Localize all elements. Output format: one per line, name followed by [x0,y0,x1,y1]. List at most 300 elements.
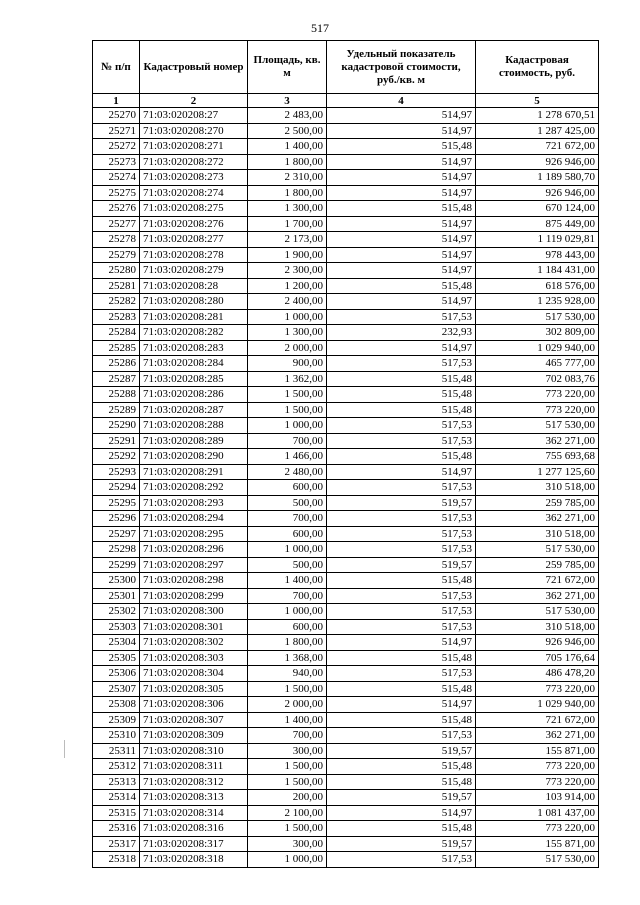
cadastral-number-cell: 71:03:020208:300 [140,604,248,620]
row-number-cell: 25282 [93,294,140,310]
unit-value-cell: 517,53 [327,356,476,372]
cadastral-value-cell: 721 672,00 [476,712,599,728]
unit-value-cell: 514,97 [327,294,476,310]
area-cell: 1 700,00 [248,216,327,232]
table-row [93,464,599,480]
cadastral-number-cell: 71:03:020208:294 [140,511,248,527]
cadastral-number-cell: 71:03:020208:314 [140,805,248,821]
row-number-cell: 25278 [93,232,140,248]
row-number-cell: 25280 [93,263,140,279]
row-number-cell: 25270 [93,108,140,124]
header-cadastral-value: Кадастровая стоимость, руб. [476,41,599,94]
cadastral-number-cell: 71:03:020208:273 [140,170,248,186]
area-cell: 1 300,00 [248,201,327,217]
table-row [93,340,599,356]
table-row [93,774,599,790]
area-cell: 2 483,00 [248,108,327,124]
area-cell: 1 000,00 [248,309,327,325]
row-number-cell: 25286 [93,356,140,372]
cadastral-value-cell: 721 672,00 [476,573,599,589]
cadastral-number-cell: 71:03:020208:316 [140,821,248,837]
cadastral-number-cell: 71:03:020208:299 [140,588,248,604]
cadastral-number-cell: 71:03:020208:290 [140,449,248,465]
row-number-cell: 25275 [93,185,140,201]
row-number-cell: 25296 [93,511,140,527]
area-cell: 700,00 [248,728,327,744]
cadastral-number-cell: 71:03:020208:301 [140,619,248,635]
row-number-cell: 25300 [93,573,140,589]
cadastral-value-cell: 926 946,00 [476,185,599,201]
area-cell: 1 800,00 [248,185,327,201]
cadastral-value-cell: 1 119 029,81 [476,232,599,248]
unit-value-cell: 517,53 [327,619,476,635]
cadastral-value-cell: 773 220,00 [476,387,599,403]
row-number-cell: 25290 [93,418,140,434]
cadastral-value-cell: 773 220,00 [476,759,599,775]
unit-value-cell: 515,48 [327,573,476,589]
table-row [93,433,599,449]
table-row [93,821,599,837]
cadastral-number-cell: 71:03:020208:297 [140,557,248,573]
table-row [93,185,599,201]
cadastral-value-cell: 517 530,00 [476,418,599,434]
cadastral-number-cell: 71:03:020208:285 [140,371,248,387]
row-number-cell: 25276 [93,201,140,217]
row-number-cell: 25292 [93,449,140,465]
area-cell: 700,00 [248,433,327,449]
cadastral-value-cell: 1 081 437,00 [476,805,599,821]
header-row-number: № п/п [93,41,140,94]
area-cell: 2 100,00 [248,805,327,821]
table-row [93,635,599,651]
cadastral-number-cell: 71:03:020208:295 [140,526,248,542]
cadastral-number-cell: 71:03:020208:306 [140,697,248,713]
cadastral-value-cell: 517 530,00 [476,542,599,558]
table-row [93,573,599,589]
table-row [93,247,599,263]
table-row [93,387,599,403]
cadastral-number-cell: 71:03:020208:279 [140,263,248,279]
row-number-cell: 25318 [93,852,140,868]
cadastral-number-cell: 71:03:020208:292 [140,480,248,496]
area-cell: 2 500,00 [248,123,327,139]
area-cell: 500,00 [248,495,327,511]
row-number-cell: 25281 [93,278,140,294]
area-cell: 1 500,00 [248,402,327,418]
area-cell: 2 480,00 [248,464,327,480]
header-area: Площадь, кв. м [248,41,327,94]
cadastral-value-cell: 155 871,00 [476,836,599,852]
unit-value-cell: 517,53 [327,728,476,744]
column-number: 3 [248,94,327,108]
cadastral-number-cell: 71:03:020208:277 [140,232,248,248]
table-row [93,728,599,744]
cadastral-value-cell: 465 777,00 [476,356,599,372]
cadastral-number-cell: 71:03:020208:280 [140,294,248,310]
unit-value-cell: 514,97 [327,185,476,201]
table-row [93,294,599,310]
unit-value-cell: 514,97 [327,232,476,248]
area-cell: 1 500,00 [248,774,327,790]
cadastral-value-cell: 1 235 928,00 [476,294,599,310]
cadastral-value-cell: 618 576,00 [476,278,599,294]
table-row [93,712,599,728]
area-cell: 1 400,00 [248,712,327,728]
area-cell: 1 400,00 [248,573,327,589]
cadastral-number-cell: 71:03:020208:271 [140,139,248,155]
header-cadastral-number: Кадастровый номер [140,41,248,94]
unit-value-cell: 515,48 [327,371,476,387]
row-number-cell: 25279 [93,247,140,263]
area-cell: 2 173,00 [248,232,327,248]
table-row [93,480,599,496]
cadastral-number-cell: 71:03:020208:288 [140,418,248,434]
area-cell: 2 400,00 [248,294,327,310]
area-cell: 600,00 [248,526,327,542]
unit-value-cell: 515,48 [327,650,476,666]
area-cell: 300,00 [248,743,327,759]
row-number-cell: 25304 [93,635,140,651]
row-number-cell: 25287 [93,371,140,387]
cadastral-value-cell: 103 914,00 [476,790,599,806]
cadastral-value-cell: 1 189 580,70 [476,170,599,186]
table-row [93,402,599,418]
column-number: 5 [476,94,599,108]
table-body [93,108,599,868]
cadastral-number-cell: 71:03:020208:287 [140,402,248,418]
row-number-cell: 25285 [93,340,140,356]
unit-value-cell: 519,57 [327,495,476,511]
cadastral-value-cell: 705 176,64 [476,650,599,666]
cadastral-number-cell: 71:03:020208:286 [140,387,248,403]
area-cell: 700,00 [248,511,327,527]
table-row [93,805,599,821]
unit-value-cell: 515,48 [327,201,476,217]
unit-value-cell: 515,48 [327,139,476,155]
cadastral-number-cell: 71:03:020208:304 [140,666,248,682]
area-cell: 1 400,00 [248,139,327,155]
unit-value-cell: 519,57 [327,743,476,759]
row-number-cell: 25305 [93,650,140,666]
row-number-cell: 25306 [93,666,140,682]
cadastral-value-cell: 310 518,00 [476,526,599,542]
row-number-cell: 25312 [93,759,140,775]
area-cell: 200,00 [248,790,327,806]
row-number-cell: 25291 [93,433,140,449]
row-number-cell: 25309 [93,712,140,728]
cadastral-number-cell: 71:03:020208:298 [140,573,248,589]
area-cell: 1 000,00 [248,542,327,558]
unit-value-cell: 515,48 [327,774,476,790]
area-cell: 600,00 [248,619,327,635]
unit-value-cell: 515,48 [327,681,476,697]
row-number-cell: 25284 [93,325,140,341]
cadastral-value-cell: 773 220,00 [476,774,599,790]
area-cell: 700,00 [248,588,327,604]
area-cell: 1 500,00 [248,759,327,775]
margin-mark [64,740,65,758]
table-row [93,759,599,775]
cadastral-value-cell: 155 871,00 [476,743,599,759]
cadastral-number-cell: 71:03:020208:303 [140,650,248,666]
area-cell: 1 368,00 [248,650,327,666]
table-row [93,542,599,558]
table-row [93,371,599,387]
cadastral-value-cell: 362 271,00 [476,728,599,744]
row-number-cell: 25298 [93,542,140,558]
table-row [93,449,599,465]
cadastral-number-cell: 71:03:020208:291 [140,464,248,480]
unit-value-cell: 514,97 [327,805,476,821]
cadastral-value-cell: 1 029 940,00 [476,340,599,356]
row-number-cell: 25288 [93,387,140,403]
unit-value-cell: 519,57 [327,836,476,852]
table-row [93,511,599,527]
area-cell: 1 362,00 [248,371,327,387]
cadastral-number-cell: 71:03:020208:310 [140,743,248,759]
row-number-cell: 25303 [93,619,140,635]
cadastral-number-cell: 71:03:020208:305 [140,681,248,697]
row-number-cell: 25301 [93,588,140,604]
row-number-cell: 25295 [93,495,140,511]
cadastral-number-cell: 71:03:020208:283 [140,340,248,356]
area-cell: 600,00 [248,480,327,496]
row-number-cell: 25311 [93,743,140,759]
area-cell: 500,00 [248,557,327,573]
unit-value-cell: 514,97 [327,697,476,713]
cadastral-value-cell: 517 530,00 [476,604,599,620]
area-cell: 2 000,00 [248,340,327,356]
table-row [93,604,599,620]
area-cell: 1 500,00 [248,821,327,837]
cadastral-value-cell: 978 443,00 [476,247,599,263]
area-cell: 2 300,00 [248,263,327,279]
area-cell: 1 000,00 [248,852,327,868]
cadastral-value-cell: 926 946,00 [476,154,599,170]
cadastral-number-cell: 71:03:020208:270 [140,123,248,139]
area-cell: 1 300,00 [248,325,327,341]
table-row [93,418,599,434]
row-number-cell: 25307 [93,681,140,697]
unit-value-cell: 517,53 [327,480,476,496]
row-number-cell: 25272 [93,139,140,155]
unit-value-cell: 517,53 [327,309,476,325]
cadastral-value-cell: 755 693,68 [476,449,599,465]
row-number-cell: 25314 [93,790,140,806]
table-row [93,154,599,170]
cadastral-value-cell: 517 530,00 [476,852,599,868]
table-row [93,263,599,279]
unit-value-cell: 514,97 [327,154,476,170]
table-row [93,588,599,604]
cadastral-value-cell: 1 277 125,60 [476,464,599,480]
cadastral-value-cell: 1 287 425,00 [476,123,599,139]
cadastral-value-cell: 310 518,00 [476,619,599,635]
unit-value-cell: 517,53 [327,526,476,542]
area-cell: 2 310,00 [248,170,327,186]
cadastral-number-cell: 71:03:020208:302 [140,635,248,651]
table-row [93,666,599,682]
row-number-cell: 25316 [93,821,140,837]
unit-value-cell: 517,53 [327,511,476,527]
cadastral-number-cell: 71:03:020208:293 [140,495,248,511]
header-unit-value: Удельный показатель кадастровой стоимости, руб./кв. м [327,41,476,94]
cadastral-value-cell: 773 220,00 [476,821,599,837]
unit-value-cell: 517,53 [327,604,476,620]
table-row [93,681,599,697]
area-cell: 940,00 [248,666,327,682]
unit-value-cell: 514,97 [327,340,476,356]
cadastral-value-cell: 362 271,00 [476,511,599,527]
table-row [93,139,599,155]
table-row [93,619,599,635]
cadastral-number-cell: 71:03:020208:276 [140,216,248,232]
unit-value-cell: 514,97 [327,216,476,232]
area-cell: 2 000,00 [248,697,327,713]
unit-value-cell: 514,97 [327,123,476,139]
unit-value-cell: 232,93 [327,325,476,341]
cadastral-value-cell: 721 672,00 [476,139,599,155]
cadastral-number-cell: 71:03:020208:274 [140,185,248,201]
table-row [93,216,599,232]
cadastral-value-cell: 302 809,00 [476,325,599,341]
unit-value-cell: 515,48 [327,278,476,294]
area-cell: 1 000,00 [248,604,327,620]
area-cell: 900,00 [248,356,327,372]
table-row [93,278,599,294]
unit-value-cell: 519,57 [327,790,476,806]
row-number-cell: 25302 [93,604,140,620]
row-number-cell: 25289 [93,402,140,418]
cadastral-number-cell: 71:03:020208:309 [140,728,248,744]
row-number-cell: 25277 [93,216,140,232]
row-number-cell: 25317 [93,836,140,852]
unit-value-cell: 517,53 [327,666,476,682]
cadastral-number-cell: 71:03:020208:284 [140,356,248,372]
row-number-cell: 25297 [93,526,140,542]
cadastral-number-cell: 71:03:020208:318 [140,852,248,868]
unit-value-cell: 517,53 [327,542,476,558]
unit-value-cell: 515,48 [327,402,476,418]
cadastral-number-cell: 71:03:020208:275 [140,201,248,217]
row-number-cell: 25271 [93,123,140,139]
unit-value-cell: 515,48 [327,821,476,837]
unit-value-cell: 517,53 [327,418,476,434]
unit-value-cell: 517,53 [327,433,476,449]
area-cell: 1 900,00 [248,247,327,263]
unit-value-cell: 517,53 [327,852,476,868]
table-row [93,790,599,806]
cadastral-number-cell: 71:03:020208:278 [140,247,248,263]
row-number-cell: 25283 [93,309,140,325]
table-row [93,170,599,186]
cadastral-value-cell: 773 220,00 [476,402,599,418]
cadastral-value-cell: 517 530,00 [476,309,599,325]
cadastral-value-table [92,40,599,868]
unit-value-cell: 514,97 [327,247,476,263]
table-header-row [93,41,599,94]
table-row [93,557,599,573]
table-row [93,232,599,248]
cadastral-number-cell: 71:03:020208:28 [140,278,248,294]
unit-value-cell: 515,48 [327,759,476,775]
cadastral-value-cell: 259 785,00 [476,495,599,511]
row-number-cell: 25294 [93,480,140,496]
cadastral-value-cell: 1 184 431,00 [476,263,599,279]
table-row [93,836,599,852]
column-number: 2 [140,94,248,108]
table-row [93,309,599,325]
cadastral-number-cell: 71:03:020208:313 [140,790,248,806]
unit-value-cell: 515,48 [327,387,476,403]
cadastral-number-cell: 71:03:020208:296 [140,542,248,558]
area-cell: 1 466,00 [248,449,327,465]
cadastral-number-cell: 71:03:020208:281 [140,309,248,325]
cadastral-number-cell: 71:03:020208:312 [140,774,248,790]
area-cell: 1 000,00 [248,418,327,434]
cadastral-number-cell: 71:03:020208:27 [140,108,248,124]
table-row [93,356,599,372]
area-cell: 1 800,00 [248,635,327,651]
row-number-cell: 25310 [93,728,140,744]
table-row [93,325,599,341]
row-number-cell: 25315 [93,805,140,821]
page-number: 517 [311,21,329,35]
cadastral-number-cell: 71:03:020208:307 [140,712,248,728]
unit-value-cell: 515,48 [327,449,476,465]
table-row [93,852,599,868]
row-number-cell: 25299 [93,557,140,573]
cadastral-value-cell: 310 518,00 [476,480,599,496]
area-cell: 1 800,00 [248,154,327,170]
row-number-cell: 25313 [93,774,140,790]
table-row [93,650,599,666]
cadastral-value-cell: 362 271,00 [476,588,599,604]
table-row [93,526,599,542]
cadastral-value-cell: 670 124,00 [476,201,599,217]
table-row [93,743,599,759]
unit-value-cell: 514,97 [327,464,476,480]
cadastral-value-cell: 1 029 940,00 [476,697,599,713]
cadastral-value-cell: 486 478,20 [476,666,599,682]
row-number-cell: 25293 [93,464,140,480]
row-number-cell: 25308 [93,697,140,713]
row-number-cell: 25273 [93,154,140,170]
table-row [93,697,599,713]
cadastral-value-cell: 875 449,00 [476,216,599,232]
table-row [93,201,599,217]
area-cell: 1 500,00 [248,387,327,403]
cadastral-number-cell: 71:03:020208:317 [140,836,248,852]
cadastral-value-cell: 926 946,00 [476,635,599,651]
row-number-cell: 25274 [93,170,140,186]
column-number-row [93,94,599,108]
column-number: 4 [327,94,476,108]
area-cell: 1 500,00 [248,681,327,697]
unit-value-cell: 514,97 [327,170,476,186]
cadastral-value-cell: 259 785,00 [476,557,599,573]
area-cell: 1 200,00 [248,278,327,294]
cadastral-value-cell: 362 271,00 [476,433,599,449]
unit-value-cell: 514,97 [327,108,476,124]
unit-value-cell: 519,57 [327,557,476,573]
cadastral-number-cell: 71:03:020208:311 [140,759,248,775]
unit-value-cell: 514,97 [327,635,476,651]
table-row [93,495,599,511]
unit-value-cell: 514,97 [327,263,476,279]
cadastral-number-cell: 71:03:020208:282 [140,325,248,341]
cadastral-value-cell: 702 083,76 [476,371,599,387]
